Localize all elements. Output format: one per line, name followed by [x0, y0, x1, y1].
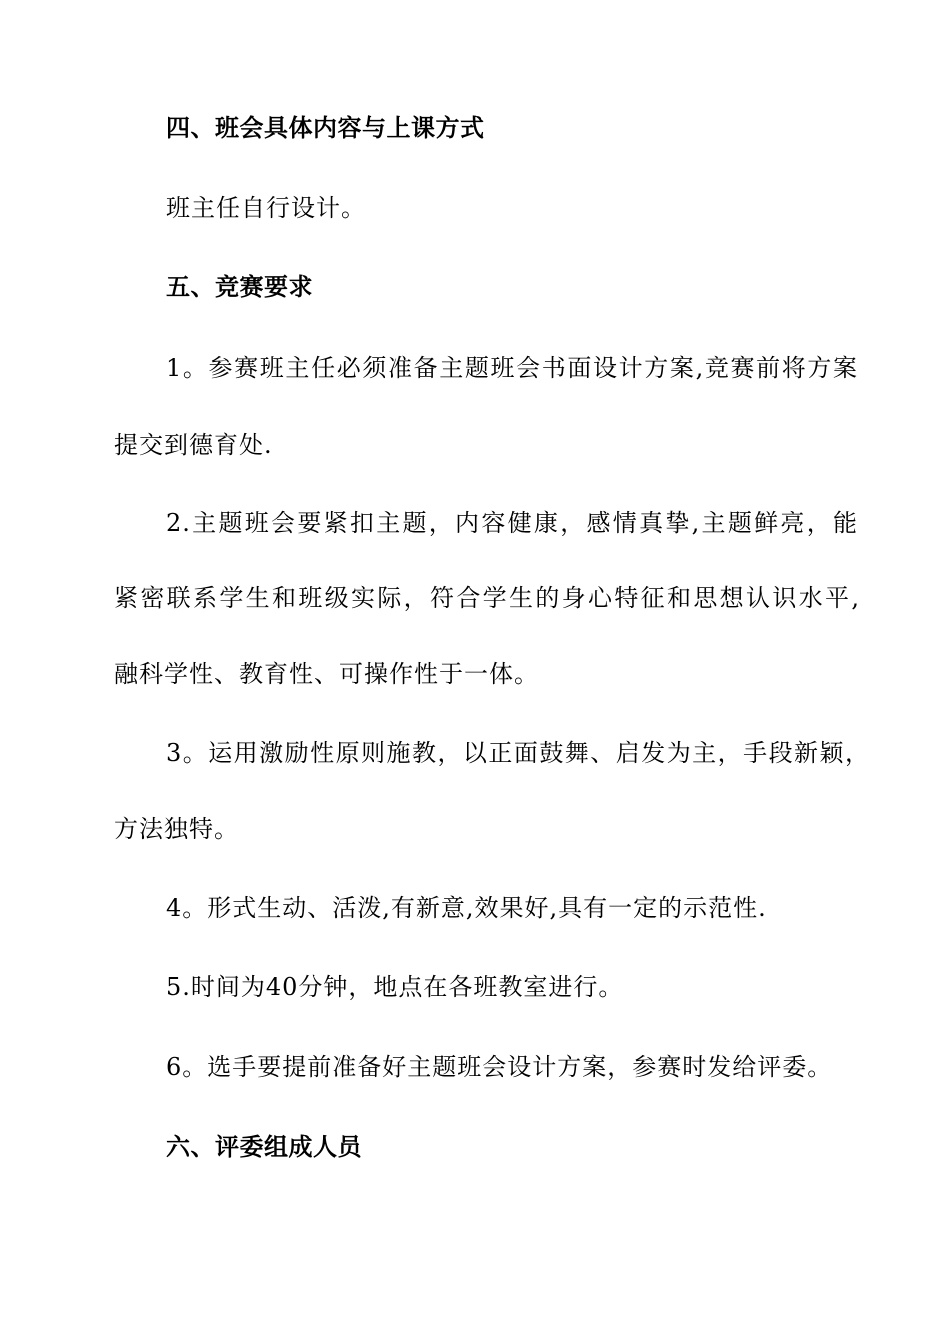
section-heading-five: 五、竞赛要求	[166, 273, 313, 301]
requirement-3-line-2: 方法独特。	[114, 815, 239, 843]
requirement-1-line-2: 提交到德育处.	[114, 431, 273, 459]
requirement-6: 6。选手要提前准备好主题班会设计方案，参赛时发给评委。	[166, 1053, 833, 1081]
requirement-2-line-3: 融科学性、教育性、可操作性于一体。	[114, 660, 539, 688]
requirement-3-line-1: 3。运用激励性原则施教，以正面鼓舞、启发为主，手段新颖，	[166, 739, 870, 767]
section-heading-four: 四、班会具体内容与上课方式	[166, 114, 485, 142]
requirement-2-line-2: 紧密联系学生和班级实际，符合学生的身心特征和思想认识水平,	[114, 584, 860, 612]
requirement-5: 5.时间为40分钟，地点在各班教室进行。	[166, 973, 624, 1001]
section-heading-six: 六、评委组成人员	[166, 1133, 362, 1161]
requirement-2-line-1: 2.主题班会要紧扣主题，内容健康，感情真挚,主题鲜亮，能	[166, 509, 858, 537]
requirement-1-line-1: 1。参赛班主任必须准备主题班会书面设计方案,竞赛前将方案	[166, 354, 858, 382]
section-four-paragraph: 班主任自行设计。	[166, 194, 366, 222]
requirement-4: 4。形式生动、活泼,有新意,效果好,具有一定的示范性.	[166, 894, 767, 922]
